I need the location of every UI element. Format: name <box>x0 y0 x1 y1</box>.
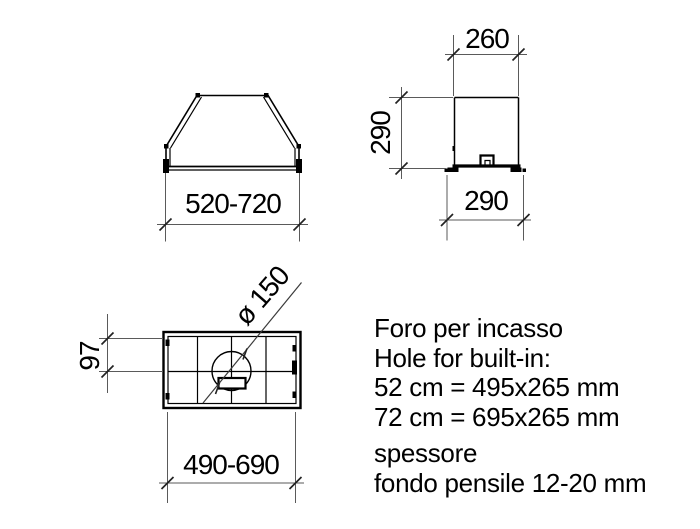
side-view-feet <box>445 168 527 173</box>
note-thickness-label: spessore <box>374 438 478 468</box>
note-title-en: Hole for built-in: <box>374 342 551 373</box>
notes-block <box>374 314 646 498</box>
front-width-label: 520-720 <box>185 188 281 219</box>
side-view <box>445 98 527 173</box>
front-view <box>163 93 302 173</box>
side-height-label: 290 <box>365 111 396 155</box>
top-width-label: 490-690 <box>183 449 279 480</box>
note-title-it: Foro per incasso <box>374 313 563 343</box>
side-top-width-label: 260 <box>465 23 509 54</box>
note-thickness-value: fondo pensile 12-20 mm <box>374 467 647 498</box>
top-offset-label: 97 <box>74 341 105 371</box>
front-view-joints <box>163 93 302 173</box>
top-view <box>164 283 302 409</box>
note-size-52: 52 cm = 495x265 mm <box>374 372 620 402</box>
note-size-72: 72 cm = 695x265 mm <box>374 401 620 432</box>
top-offset-dimension <box>99 314 163 393</box>
side-height-dimension <box>389 87 453 179</box>
side-depth-label: 290 <box>464 185 508 216</box>
hole-diameter-label: ø 150 <box>228 260 296 331</box>
